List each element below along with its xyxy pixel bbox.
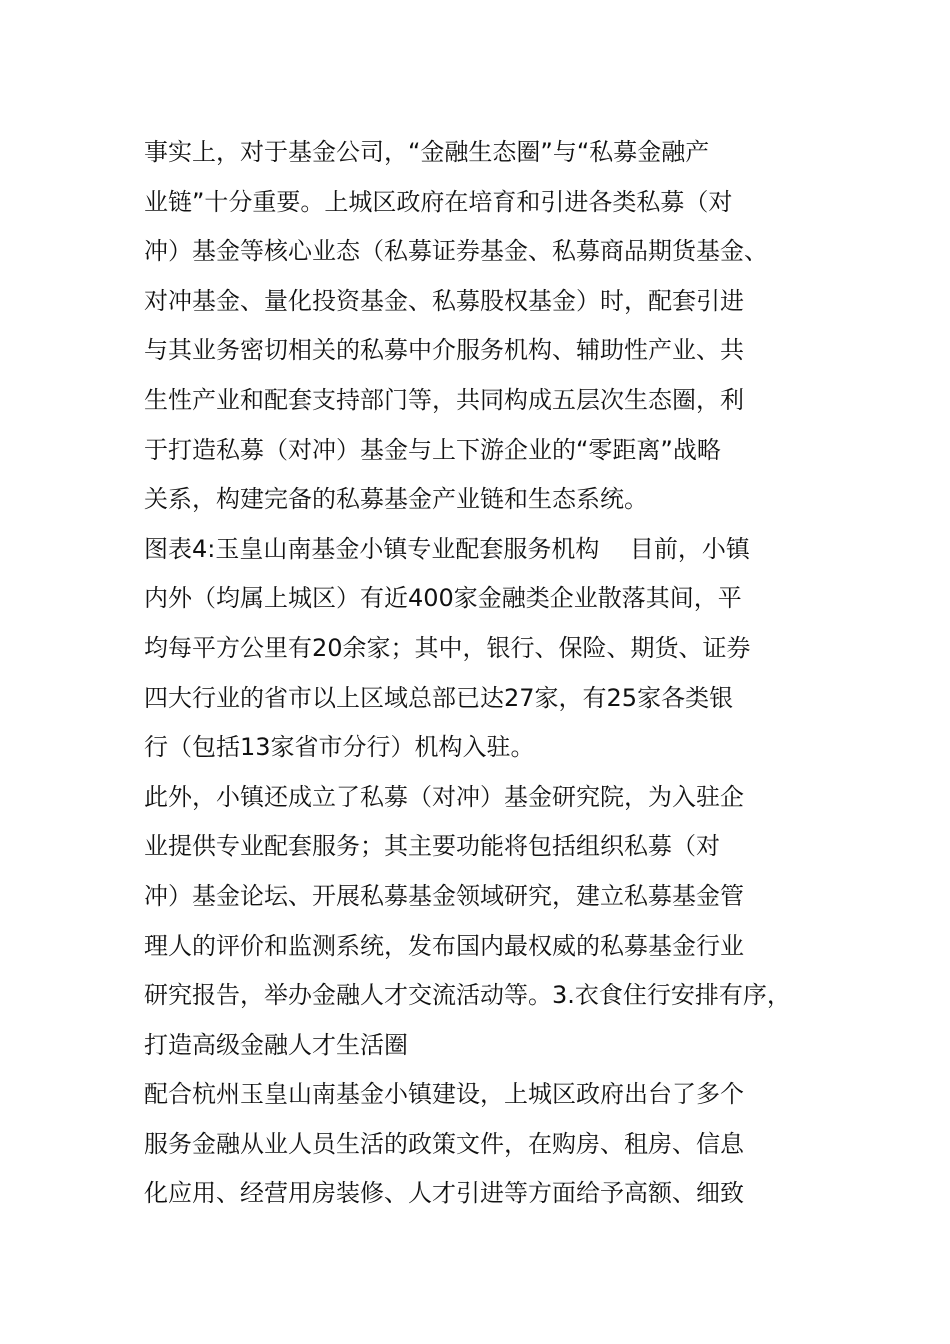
- text-line-5: 与其业务密切相关的私募中介服务机构、辅助性产业、共: [144, 336, 744, 365]
- text-line-19: 打造高级金融人才生活圈: [144, 1030, 408, 1059]
- text-line-14: 此外，小镇还成立了私募（对冲）基金研究院，为入驻企: [144, 782, 744, 811]
- text-line-21: 服务金融从业人员生活的政策文件，在购房、租房、信息: [144, 1129, 744, 1158]
- text-line-20: 配合杭州玉皇山南基金小镇建设，上城区政府出台了多个: [144, 1080, 744, 1109]
- text-line-3: 冲）基金等核心业态（私募证券基金、私募商品期货基金、: [144, 237, 768, 266]
- text-line-4: 对冲基金、量化投资基金、私募股权基金）时，配套引进: [144, 286, 744, 315]
- text-line-11: 均每平方公里有20余家；其中，银行、保险、期货、证券: [144, 633, 751, 662]
- text-line-12: 四大行业的省市以上区域总部已达27家，有25家各类银: [144, 683, 734, 712]
- text-line-6: 生性产业和配套支持部门等，共同构成五层次生态圈，利: [144, 385, 744, 414]
- text-line-7: 于打造私募（对冲）基金与上下游企业的“零距离”战略: [144, 435, 721, 464]
- text-line-17: 理人的评价和监测系统，发布国内最权威的私募基金行业: [144, 931, 744, 960]
- body-text: [144, 128, 844, 1219]
- text-line-22: 化应用、经营用房装修、人才引进等方面给予高额、细致: [144, 1179, 744, 1208]
- text-line-8: 关系，构建完备的私募基金产业链和生态系统。: [144, 485, 648, 514]
- text-line-1: 事实上，对于基金公司，“金融生态圈”与“私募金融产: [144, 138, 710, 166]
- text-line-9: 图表4:玉皇山南基金小镇专业配套服务机构 目前，小镇: [144, 534, 750, 563]
- text-line-10: 内外（均属上城区）有近400家金融类企业散落其间，平: [144, 584, 742, 613]
- text-line-16: 冲）基金论坛、开展私募基金领域研究，建立私募基金管: [144, 881, 744, 910]
- text-line-15: 业提供专业配套服务；其主要功能将包括组织私募（对: [144, 832, 720, 861]
- text-line-2: 业链”十分重要。上城区政府在培育和引进各类私募（对: [144, 187, 733, 216]
- text-line-13: 行（包括13家省市分行）机构入驻。: [144, 733, 535, 762]
- text-line-18: 研究报告，举办金融人才交流活动等。3.衣食住行安排有序，: [144, 981, 791, 1010]
